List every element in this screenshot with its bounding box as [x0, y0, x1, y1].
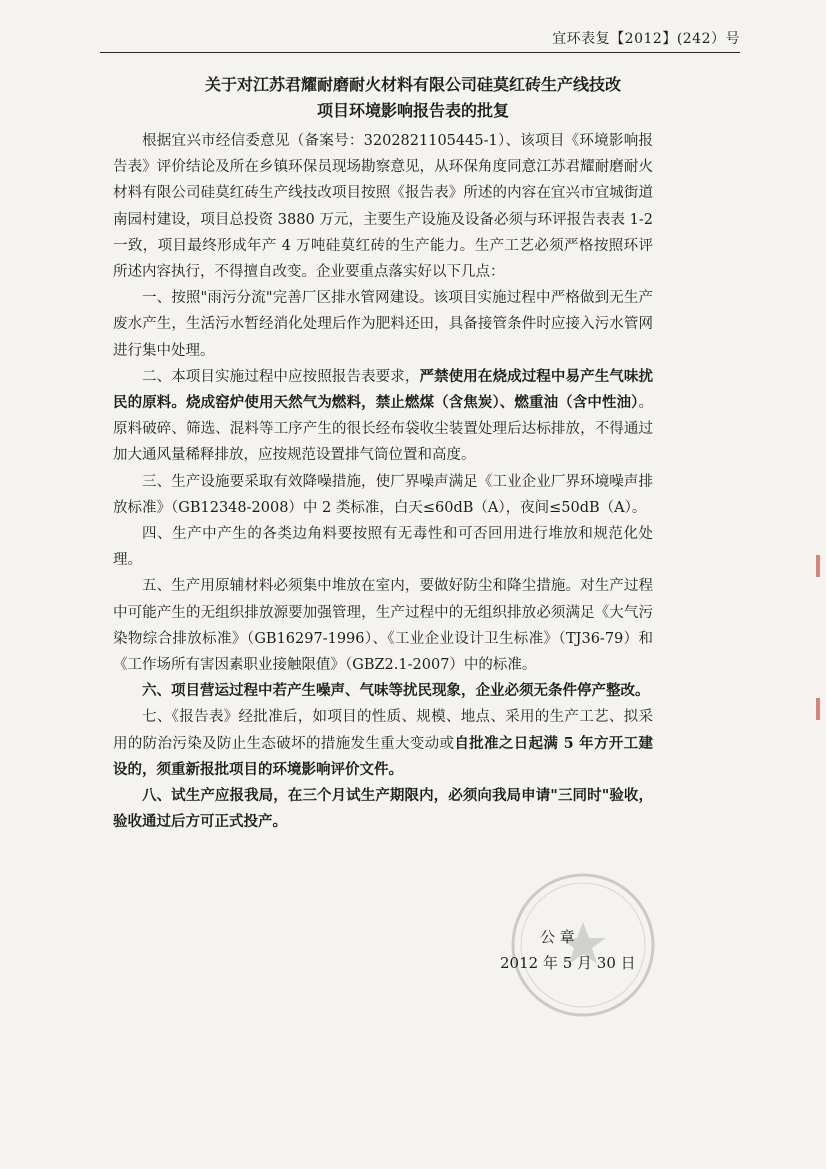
item-7 — [113, 704, 653, 783]
item-4: 四、生产中产生的各类边角料要按照有无毒性和可否回用进行堆放和规范化处理。 — [113, 526, 653, 569]
document-body — [113, 128, 653, 835]
punch-mark — [816, 698, 820, 720]
item-2-lead: 二、本项目实施过程中应按照报告表要求， — [142, 368, 420, 385]
item-2-tail: 。原料破碎、筛选、混料等工序产生的很长经布袋收尘装置处理后达标排放，不得通过加大通风量稀释排放，应按规范设置排气筒位置和高度。 — [113, 395, 653, 464]
item-3: 三、生产设施要采取有效降噪措施，使厂界噪声满足《工业企业厂界环境噪声排放标准》（GB12348-2008）中 2 类标准，白天≤60dB（A），夜间≤50dB（A）。 — [113, 473, 653, 516]
signature-block — [500, 924, 680, 976]
item-7-lead: 七、《报告表》经批准后，如项目的性质、规模、地点、采用的生产工艺、拟采用的防治污染及防止生态破坏的措施发生重大变动或 — [113, 709, 653, 752]
document-title — [0, 72, 826, 124]
punch-mark — [816, 555, 820, 577]
title-line-2: 项目环境影响报告表的批复 — [316, 101, 509, 120]
item-8: 八、试生产应报我局，在三个月试生产期限内，必须向我局申请"三同时"验收，验收通过后方可正式投产。 — [113, 787, 653, 831]
intro-paragraph: 根据宜兴市经信委意见（备案号：3202821105445-1）、该项目《环境影响报告表》评价结论及所在乡镇环保员现场勘察意见，从环保角度同意江苏君耀耐磨耐火材料有限公司硅莫红砖生产线技改项目按照《报告表》所述的内容在宜兴市宜城街道南园村建设，项目总投资 3880 万元，主要生产设施及设备必须与环评报告表表 1-2 一致，项目最终形成年产 4 万吨硅莫红砖的生产能力。生产工艺必须严格按照环评所述内容执行，不得擅自改变。企业要重点落实好以下几点： — [113, 133, 653, 281]
item-5: 五、生产用原辅材料必须集中堆放在室内，要做好防尘和降尘措施。对生产过程中可能产生的无组织排放源要加强管理，生产过程中的无组织排放必须满足《大气污染物综合排放标准》（GB16297-1996）、《工业企业设计卫生标准》（TJ36-79）和《工作场所有害因素职业接触限值》（GBZ2.1-2007）中的标准。 — [113, 578, 653, 674]
item-6: 六、项目营运过程中若产生噪声、气味等扰民现象，企业必须无条件停产整改。 — [142, 682, 650, 700]
seal-label: 公 章 — [540, 928, 575, 946]
header-rule — [100, 52, 740, 53]
item-2 — [113, 364, 653, 469]
title-line-1: 关于对江苏君耀耐磨耐火材料有限公司硅莫红砖生产线技改 — [204, 75, 621, 94]
item-7-bold: 自批准之日起满 5 年方开工建设的，须重新报批项目的环境影响评价文件。 — [113, 734, 654, 778]
item-1: 一、按照"雨污分流"完善厂区排水管网建设。该项目实施过程中严格做到无生产废水产生，生活污水暂经消化处理后作为肥料还田，具备接管条件时应接入污水管网进行集中处理。 — [113, 290, 653, 359]
item-2-bold: 严禁使用在烧成过程中易产生气味扰民的原料。烧成窑炉使用天然气为燃料，禁止燃煤（含焦炭）、燃重油（含中性油） — [113, 367, 654, 412]
document-number: 宜环表复【2012】(242）号 — [552, 31, 740, 47]
approval-date: 2012 年 5 月 30 日 — [500, 954, 636, 972]
